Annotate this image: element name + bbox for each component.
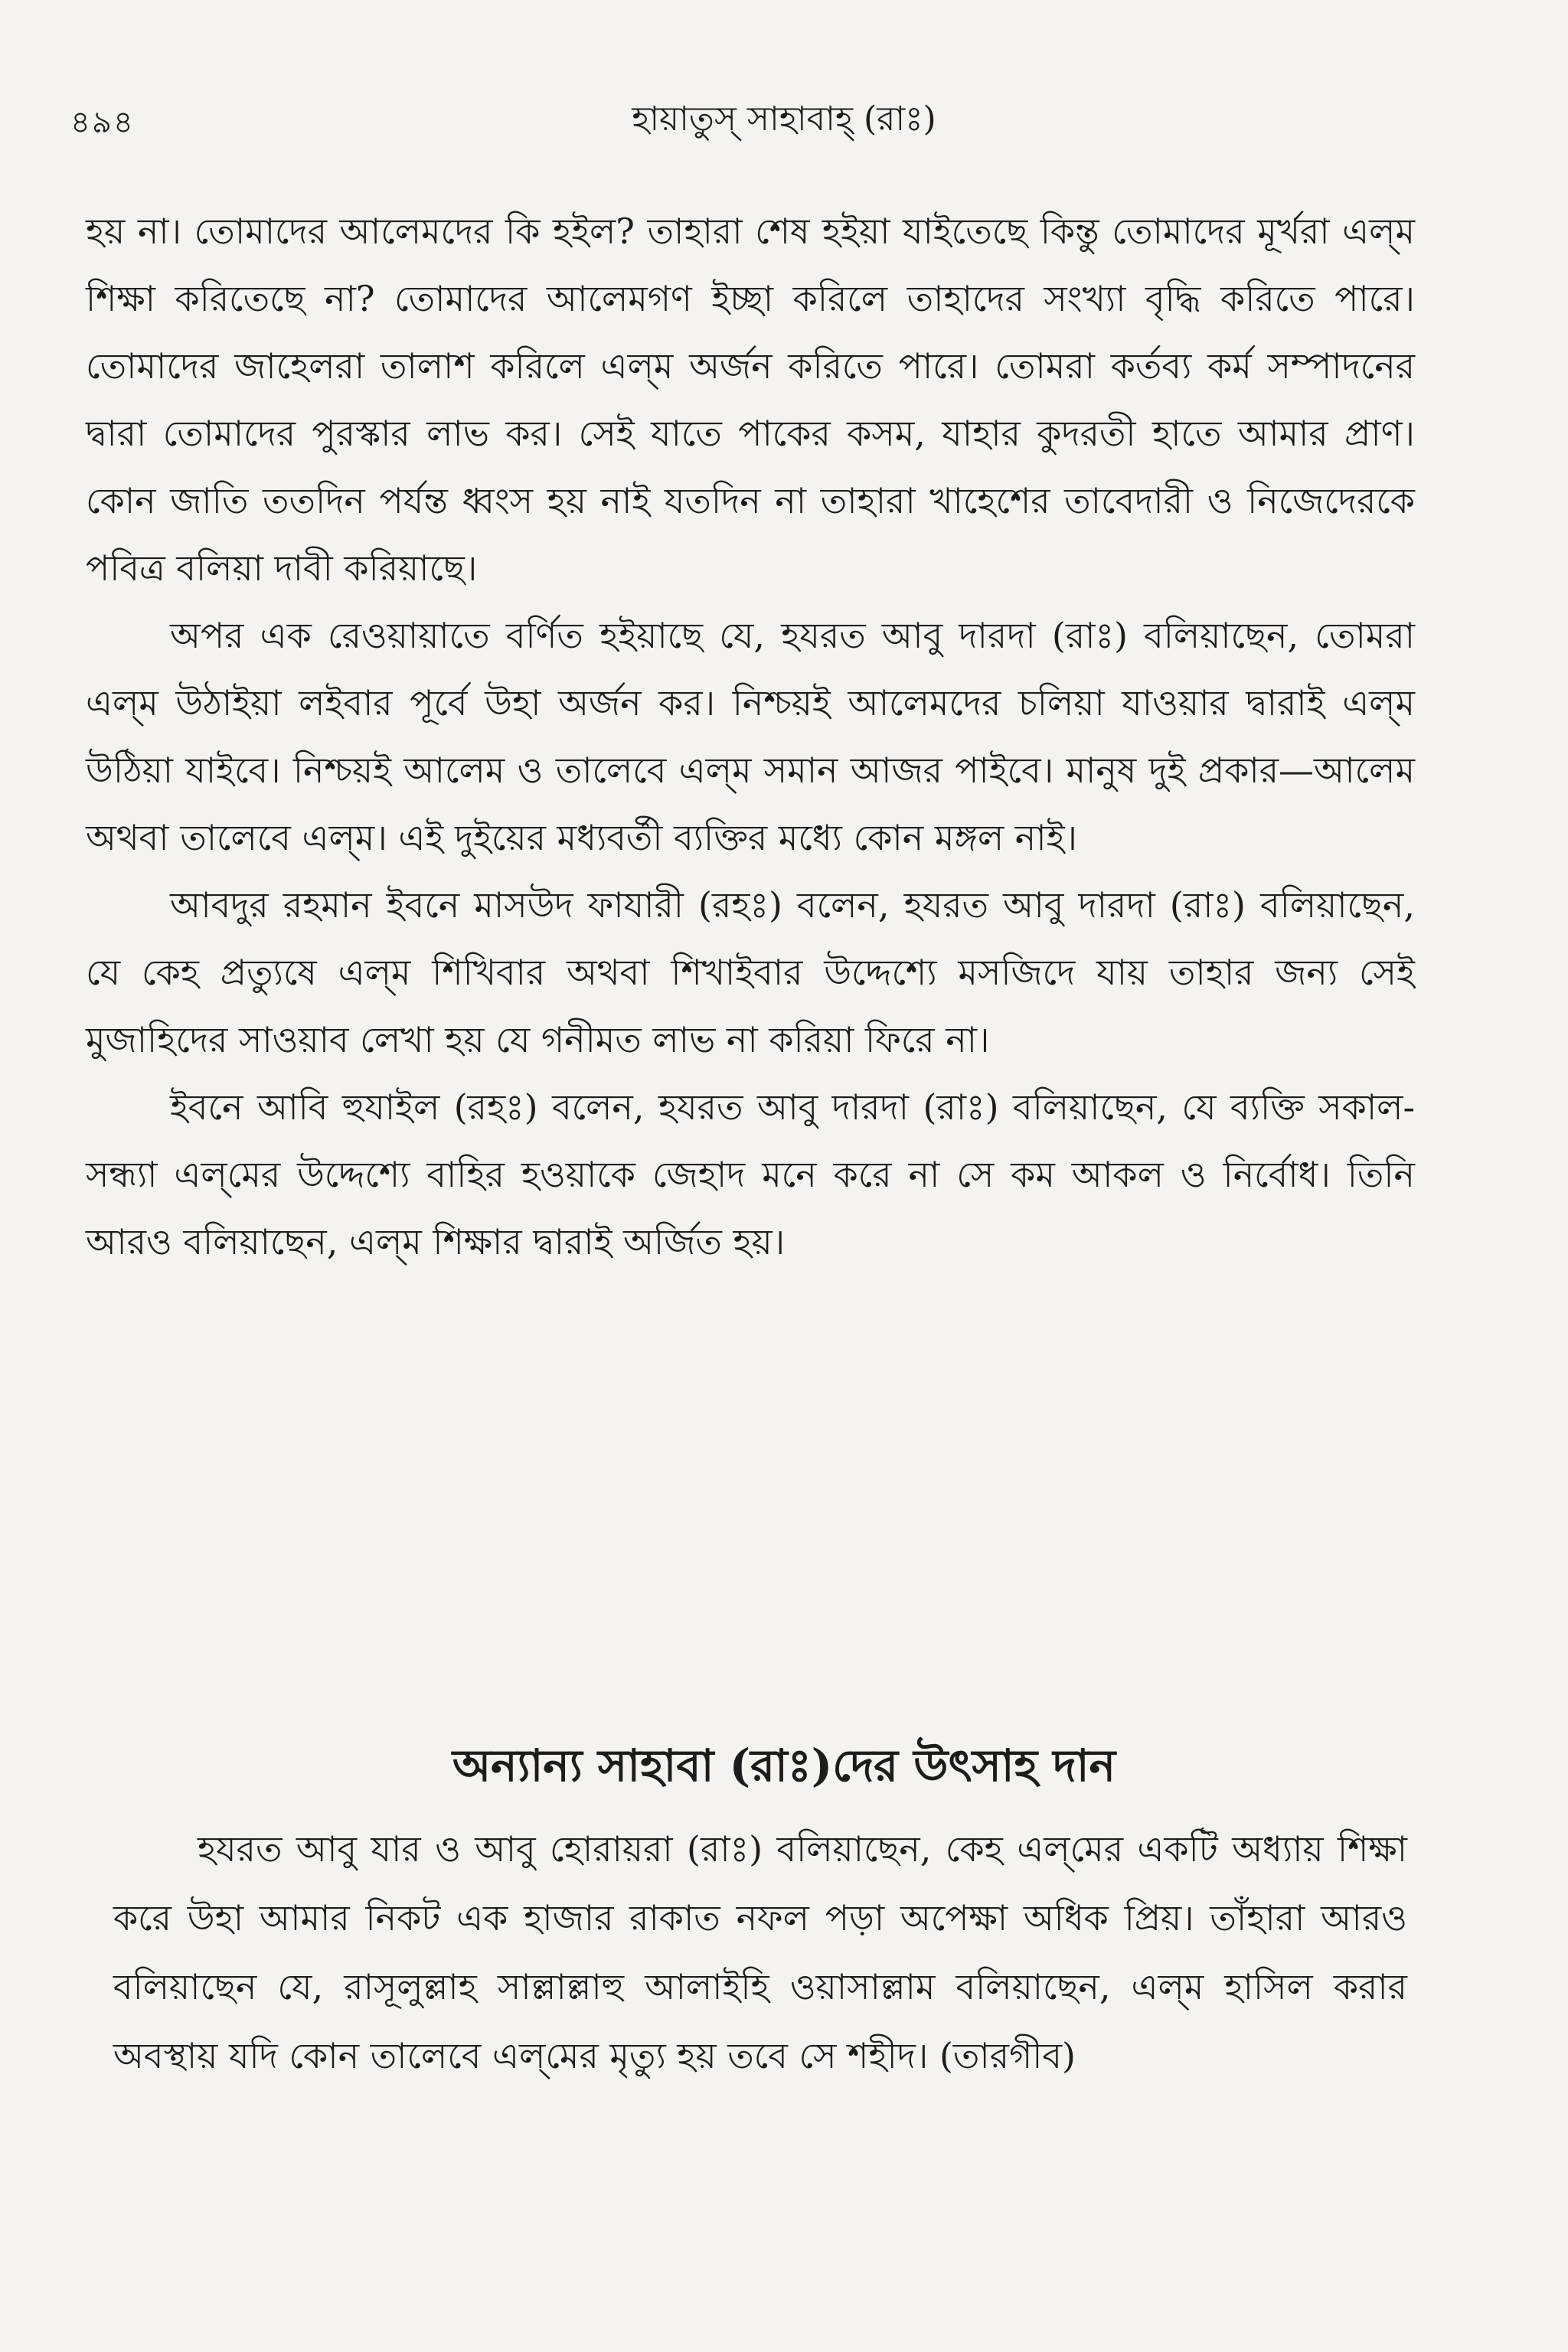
running-title: হায়াতুস্ সাহাবাহ্ (রাঃ) bbox=[632, 100, 936, 139]
paragraph-continuation: হয় না। তোমাদের আলেমদের কি হইল? তাহারা শেষ হইয়া যাইতেছে কিন্তু তোমাদের মূর্খরা এল্‌ম শিক্ষা করিতেছে না? তোমাদের আলেমগণ ইচ্ছা করিলে তাহাদের সংখ্যা বৃদ্ধি করিতে পারে। তোমাদের জাহেলরা তালাশ করিলে এল্‌ম অর্জন করিতে পারে। তোমরা কর্তব্য কর্ম সম্পাদনের দ্বারা তোমাদের পুরস্কার লাভ কর। সেই যাতে পাকের কসম, যাহার কুদরতী হাতে আমার প্রাণ। কোন জাতি ততদিন পর্যন্ত ধ্বংস হয় নাই যতদিন না তাহারা খাহেশের তাবেদারী ও নিজেদেরকে পবিত্র বলিয়া দাবী করিয়াছে। bbox=[86, 211, 1415, 589]
section-heading: অন্যান্য সাহাবা (রাঃ)দের উৎসাহ দান bbox=[452, 1740, 1116, 1792]
paragraph: আবদুর রহমান ইবনে মাসউদ ফাযারী (রহঃ) বলেন, হযরত আবু দারদা (রাঃ) বলিয়াছেন, যে কেহ প্রত্যুষে এল্‌ম শিখিবার অথবা শিখাইবার উদ্দেশ্যে মসজিদে যায় তাহার জন্য সেই মুজাহিদের সাওয়াব লেখা হয় যে গনীমত লাভ না করিয়া ফিরে না। bbox=[86, 884, 1415, 1060]
page-number: ৪৯৪ bbox=[70, 105, 135, 140]
body-text bbox=[86, 198, 1415, 1276]
section-text bbox=[113, 1815, 1407, 2090]
paragraph: ইবনে আবি হুযাইল (রহঃ) বলেন, হযরত আবু দারদা (রাঃ) বলিয়াছেন, যে ব্যক্তি সকাল-সন্ধ্যা এল্‌মের উদ্দেশ্যে বাহির হওয়াকে জেহাদ মনে করে না সে কম আকল ও নির্বোধ। তিনি আরও বলিয়াছেন, এল্‌ম শিক্ষার দ্বারাই অর্জিত হয়। bbox=[86, 1086, 1415, 1263]
paragraph: অপর এক রেওয়ায়াতে বর্ণিত হইয়াছে যে, হযরত আবু দারদা (রাঃ) বলিয়াছেন, তোমরা এল্‌ম উঠাইয়া লইবার পূর্বে উহা অর্জন কর। নিশ্চয়ই আলেমদের চলিয়া যাওয়ার দ্বারাই এল্‌ম উঠিয়া যাইবে। নিশ্চয়ই আলেম ও তালেবে এল্‌ম সমান আজর পাইবে। মানুষ দুই প্রকার—আলেম অথবা তালেবে এল্‌ম। এই দুইয়ের মধ্যবর্তী ব্যক্তির মধ্যে কোন মঙ্গল নাই। bbox=[86, 615, 1415, 858]
paragraph: হযরত আবু যার ও আবু হোরায়রা (রাঃ) বলিয়াছেন, কেহ এল্‌মের একটি অধ্যায় শিক্ষা করে উহা আমার নিকট এক হাজার রাকাত নফল পড়া অপেক্ষা অধিক প্রিয়। তাঁহারা আরও বলিয়াছেন যে, রাসূলুল্লাহ সাল্লাল্লাহু আলাইহি ওয়াসাল্লাম বলিয়াছেন, এল্‌ম হাসিল করার অবস্থায় যদি কোন তালেবে এল্‌মের মৃত্যু হয় তবে সে শহীদ। (তারগীব) bbox=[113, 1828, 1407, 2076]
